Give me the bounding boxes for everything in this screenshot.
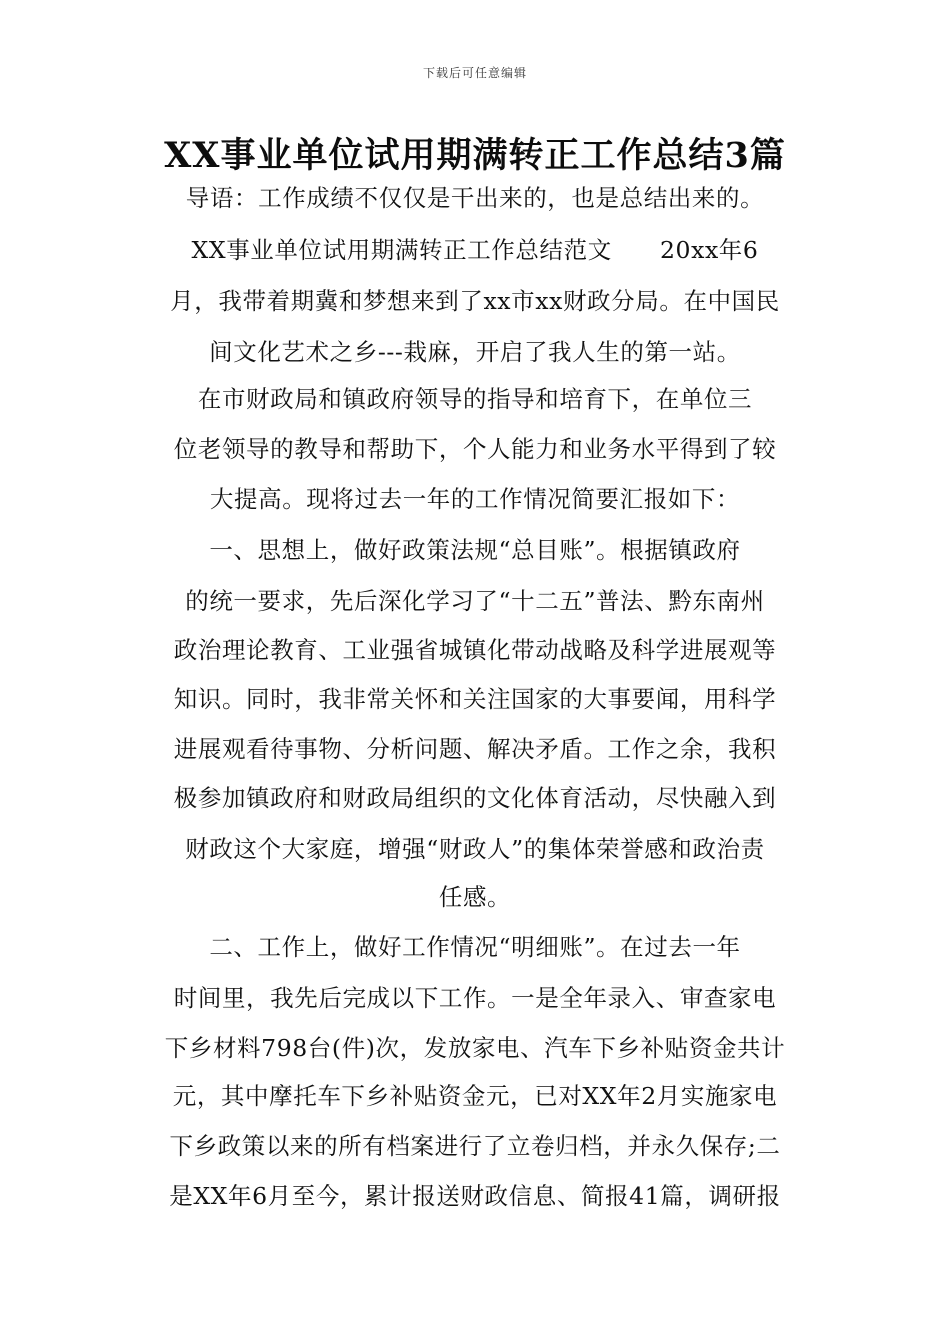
paragraph-line: 下乡政策以来的所有档案进行了立卷归档，并永久保存;二 (169, 1132, 781, 1160)
paragraph-line: 导语：工作成绩不仅仅是干出来的，也是总结出来的。 (185, 184, 765, 212)
paragraph-line: 月，我带着期冀和梦想来到了xx市xx财政分局。在中国民 (170, 287, 780, 315)
paragraph-line: 财政这个大家庭，增强“财政人”的集体荣誉感和政治责 (185, 835, 765, 863)
document-title: XX事业单位试用期满转正工作总结3篇 (164, 135, 786, 176)
paragraph-line: XX事业单位试用期满转正工作总结范文 20xx年6 (191, 236, 759, 264)
paragraph-line: 政治理论教育、工业强省城镇化带动战略及科学进展观等 (173, 636, 777, 664)
paragraph-line: 极参加镇政府和财政局组织的文化体育活动，尽快融入到 (173, 784, 777, 812)
paragraph-line: 是XX年6月至今，累计报送财政信息、简报41篇，调研报 (169, 1182, 781, 1210)
paragraph-line: 二、工作上，做好工作情况“明细账”。在过去一年 (209, 933, 741, 961)
paragraph-line: 的统一要求，先后深化学习了“十二五”普法、黔东南州 (185, 587, 765, 615)
paragraph-line: 进展观看待事物、分析问题、解决矛盾。工作之余，我积 (173, 735, 777, 763)
paragraph-line: 任感。 (438, 883, 512, 911)
paragraph-line: 下乡材料798台(件)次，发放家电、汽车下乡补贴资金共计 (164, 1034, 786, 1062)
paragraph-line: 知识。同时，我非常关怀和关注国家的大事要闻，用科学 (173, 685, 777, 713)
paragraph-line: 间文化艺术之乡---栽麻，开启了我人生的第一站。 (209, 338, 741, 366)
paragraph-line: 大提高。现将过去一年的工作情况简要汇报如下： (209, 485, 741, 513)
paragraph-line: 元，其中摩托车下乡补贴资金元，已对XX年2月实施家电 (172, 1082, 778, 1110)
paragraph-line: 位老领导的教导和帮助下，个人能力和业务水平得到了较 (173, 435, 777, 463)
paragraph-line: 时间里，我先后完成以下工作。一是全年录入、审查家电 (173, 984, 777, 1012)
paragraph-line: 一、思想上，做好政策法规“总目账”。根据镇政府 (209, 536, 741, 564)
paragraph-line: 在市财政局和镇政府领导的指导和培育下，在单位三 (197, 385, 753, 413)
header-note: 下载后可任意编辑 (422, 66, 527, 80)
